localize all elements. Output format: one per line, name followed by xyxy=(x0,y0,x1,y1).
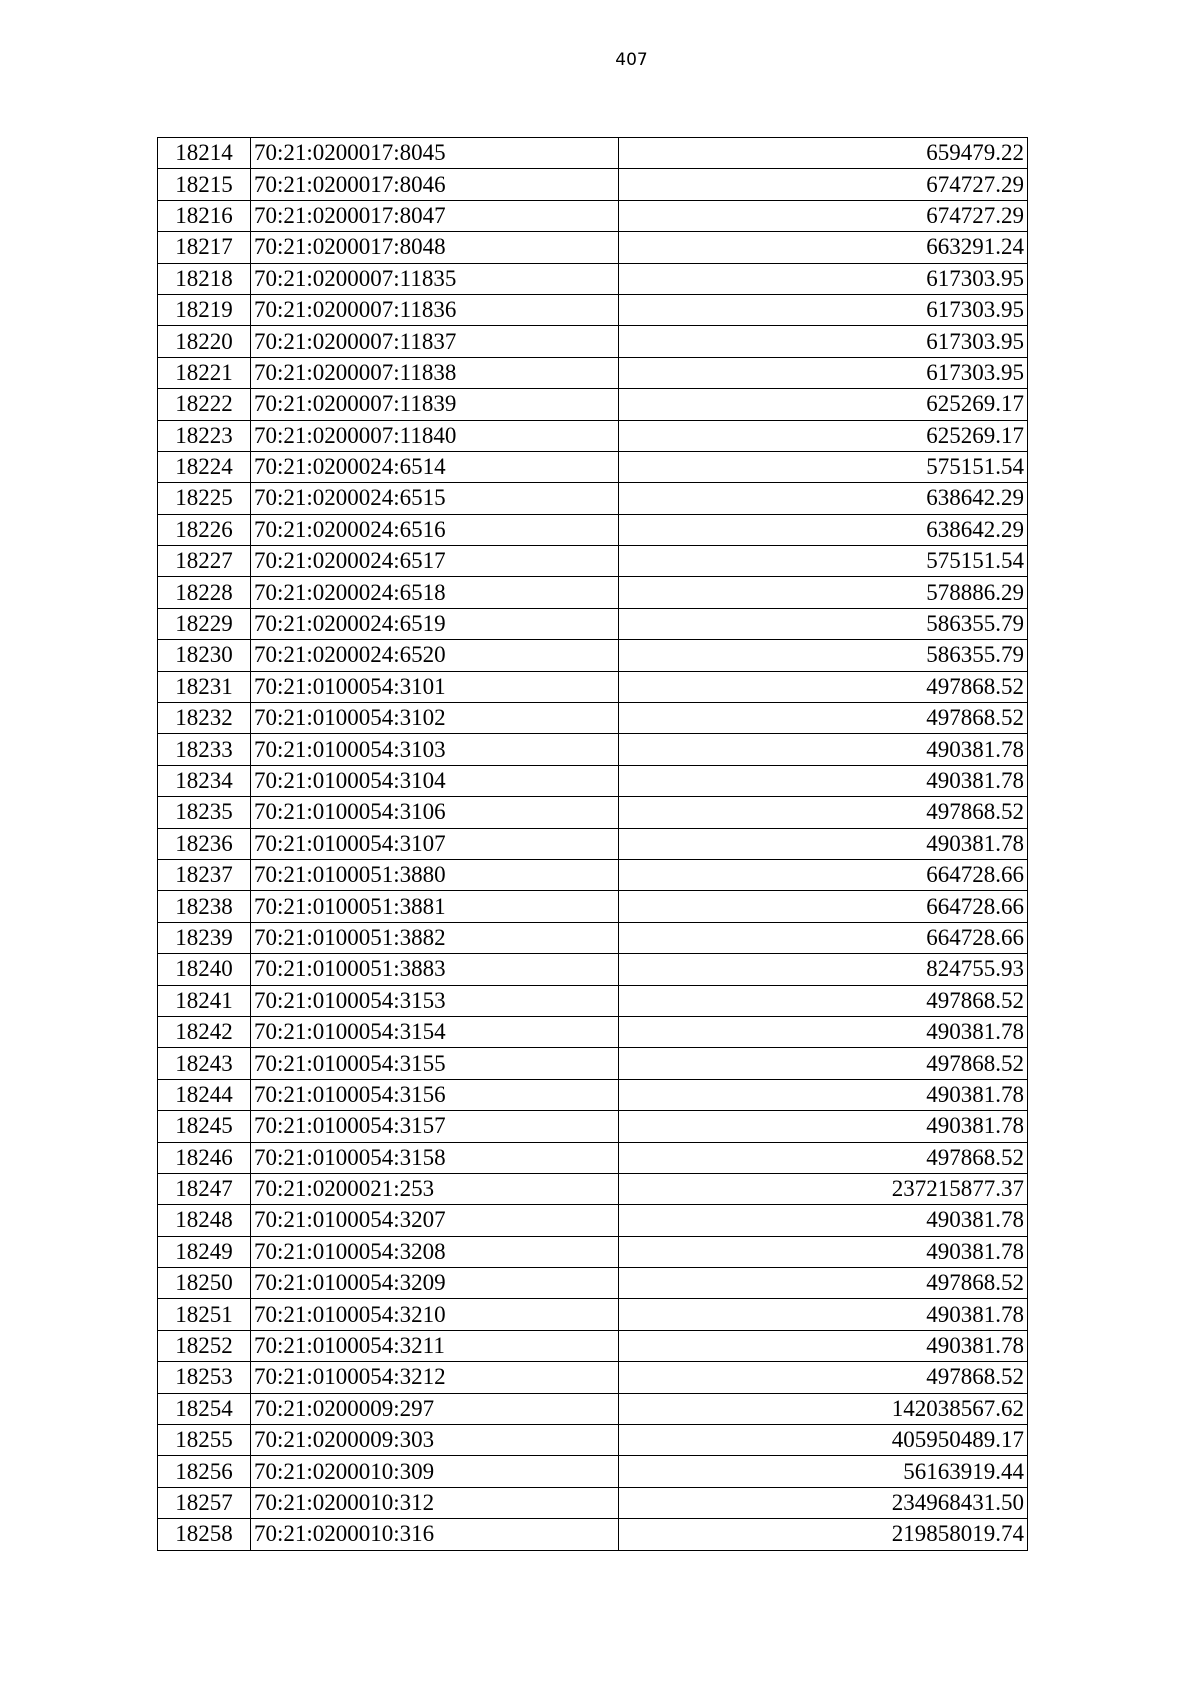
table-row xyxy=(158,1268,1028,1299)
cadastral-value-cell: 625269.17 xyxy=(619,389,1028,420)
table-row xyxy=(158,797,1028,828)
cadastral-value-cell: 586355.79 xyxy=(619,608,1028,639)
cadastral-number-cell: 70:21:0200007:11837 xyxy=(251,326,619,357)
row-number-cell: 18258 xyxy=(158,1519,251,1550)
cadastral-number-cell: 70:21:0200017:8047 xyxy=(251,200,619,231)
cadastral-value-cell: 664728.66 xyxy=(619,891,1028,922)
cadastral-number-cell: 70:21:0100054:3155 xyxy=(251,1048,619,1079)
row-number-cell: 18224 xyxy=(158,451,251,482)
cadastral-value-cell: 586355.79 xyxy=(619,640,1028,671)
cadastral-number-cell: 70:21:0100054:3209 xyxy=(251,1268,619,1299)
cadastral-number-cell: 70:21:0200017:8045 xyxy=(251,138,619,169)
row-number-cell: 18214 xyxy=(158,138,251,169)
table-row xyxy=(158,1142,1028,1173)
cadastral-value-cell: 497868.52 xyxy=(619,671,1028,702)
row-number-cell: 18250 xyxy=(158,1268,251,1299)
table-row xyxy=(158,169,1028,200)
cadastral-value-cell: 617303.95 xyxy=(619,263,1028,294)
cadastral-number-cell: 70:21:0100054:3158 xyxy=(251,1142,619,1173)
cadastral-value-cell: 664728.66 xyxy=(619,922,1028,953)
table-row xyxy=(158,263,1028,294)
cadastral-number-cell: 70:21:0100054:3212 xyxy=(251,1362,619,1393)
table-row xyxy=(158,922,1028,953)
row-number-cell: 18218 xyxy=(158,263,251,294)
cadastral-number-cell: 70:21:0100054:3156 xyxy=(251,1079,619,1110)
cadastral-number-cell: 70:21:0200021:253 xyxy=(251,1173,619,1204)
cadastral-number-cell: 70:21:0200009:303 xyxy=(251,1425,619,1456)
cadastral-value-cell: 490381.78 xyxy=(619,1330,1028,1361)
cadastral-number-cell: 70:21:0200024:6520 xyxy=(251,640,619,671)
cadastral-value-cell: 575151.54 xyxy=(619,546,1028,577)
cadastral-value-cell: 497868.52 xyxy=(619,1048,1028,1079)
table-row xyxy=(158,891,1028,922)
row-number-cell: 18215 xyxy=(158,169,251,200)
cadastral-number-cell: 70:21:0100051:3882 xyxy=(251,922,619,953)
row-number-cell: 18231 xyxy=(158,671,251,702)
cadastral-value-cell: 490381.78 xyxy=(619,1299,1028,1330)
cadastral-value-cell: 490381.78 xyxy=(619,734,1028,765)
cadastral-value-cell: 625269.17 xyxy=(619,420,1028,451)
row-number-cell: 18245 xyxy=(158,1111,251,1142)
cadastral-number-cell: 70:21:0100054:3208 xyxy=(251,1236,619,1267)
table-row xyxy=(158,608,1028,639)
table-row xyxy=(158,326,1028,357)
cadastral-number-cell: 70:21:0100051:3883 xyxy=(251,954,619,985)
cadastral-value-cell: 497868.52 xyxy=(619,1142,1028,1173)
cadastral-number-cell: 70:21:0200024:6515 xyxy=(251,483,619,514)
row-number-cell: 18243 xyxy=(158,1048,251,1079)
table-row xyxy=(158,420,1028,451)
table-row xyxy=(158,985,1028,1016)
row-number-cell: 18249 xyxy=(158,1236,251,1267)
table-row xyxy=(158,954,1028,985)
cadastral-value-cell: 824755.93 xyxy=(619,954,1028,985)
cadastral-number-cell: 70:21:0200009:297 xyxy=(251,1393,619,1424)
cadastral-value-cell: 490381.78 xyxy=(619,1111,1028,1142)
table-row xyxy=(158,1016,1028,1047)
row-number-cell: 18251 xyxy=(158,1299,251,1330)
cadastral-number-cell: 70:21:0100051:3880 xyxy=(251,859,619,890)
cadastral-value-cell: 674727.29 xyxy=(619,200,1028,231)
table-row xyxy=(158,1487,1028,1518)
table-row xyxy=(158,765,1028,796)
table-row xyxy=(158,1393,1028,1424)
cadastral-value-cell: 664728.66 xyxy=(619,859,1028,890)
row-number-cell: 18220 xyxy=(158,326,251,357)
table-row xyxy=(158,1079,1028,1110)
table-row xyxy=(158,1205,1028,1236)
cadastral-number-cell: 70:21:0100054:3102 xyxy=(251,703,619,734)
cadastral-value-cell: 490381.78 xyxy=(619,1236,1028,1267)
row-number-cell: 18227 xyxy=(158,546,251,577)
row-number-cell: 18240 xyxy=(158,954,251,985)
row-number-cell: 18237 xyxy=(158,859,251,890)
row-number-cell: 18232 xyxy=(158,703,251,734)
row-number-cell: 18222 xyxy=(158,389,251,420)
row-number-cell: 18216 xyxy=(158,200,251,231)
table-row xyxy=(158,1048,1028,1079)
cadastral-value-cell: 617303.95 xyxy=(619,357,1028,388)
cadastral-value-cell: 490381.78 xyxy=(619,765,1028,796)
cadastral-number-cell: 70:21:0200024:6519 xyxy=(251,608,619,639)
cadastral-value-cell: 638642.29 xyxy=(619,483,1028,514)
table-row xyxy=(158,1173,1028,1204)
row-number-cell: 18246 xyxy=(158,1142,251,1173)
cadastral-number-cell: 70:21:0200010:309 xyxy=(251,1456,619,1487)
cadastral-number-cell: 70:21:0200007:11838 xyxy=(251,357,619,388)
row-number-cell: 18255 xyxy=(158,1425,251,1456)
cadastral-value-cell: 234968431.50 xyxy=(619,1487,1028,1518)
table-row xyxy=(158,859,1028,890)
table-row xyxy=(158,483,1028,514)
row-number-cell: 18252 xyxy=(158,1330,251,1361)
table-row xyxy=(158,357,1028,388)
cadastral-number-cell: 70:21:0100054:3154 xyxy=(251,1016,619,1047)
row-number-cell: 18254 xyxy=(158,1393,251,1424)
table-row xyxy=(158,294,1028,325)
row-number-cell: 18253 xyxy=(158,1362,251,1393)
cadastral-number-cell: 70:21:0100054:3103 xyxy=(251,734,619,765)
cadastral-number-cell: 70:21:0100054:3207 xyxy=(251,1205,619,1236)
cadastral-value-cell: 617303.95 xyxy=(619,294,1028,325)
row-number-cell: 18238 xyxy=(158,891,251,922)
table-row xyxy=(158,232,1028,263)
cadastral-number-cell: 70:21:0200024:6517 xyxy=(251,546,619,577)
row-number-cell: 18257 xyxy=(158,1487,251,1518)
cadastral-number-cell: 70:21:0100054:3211 xyxy=(251,1330,619,1361)
cadastral-number-cell: 70:21:0200007:11836 xyxy=(251,294,619,325)
cadastral-value-cell: 490381.78 xyxy=(619,1079,1028,1110)
cadastral-value-cell: 674727.29 xyxy=(619,169,1028,200)
table-row xyxy=(158,138,1028,169)
cadastral-value-table xyxy=(157,137,1028,1551)
cadastral-number-cell: 70:21:0200007:11839 xyxy=(251,389,619,420)
table-row xyxy=(158,546,1028,577)
row-number-cell: 18217 xyxy=(158,232,251,263)
table-row xyxy=(158,671,1028,702)
cadastral-value-cell: 219858019.74 xyxy=(619,1519,1028,1550)
table-row xyxy=(158,734,1028,765)
cadastral-number-cell: 70:21:0100054:3107 xyxy=(251,828,619,859)
cadastral-number-cell: 70:21:0100051:3881 xyxy=(251,891,619,922)
cadastral-number-cell: 70:21:0100054:3101 xyxy=(251,671,619,702)
cadastral-value-cell: 497868.52 xyxy=(619,1362,1028,1393)
row-number-cell: 18235 xyxy=(158,797,251,828)
cadastral-value-cell: 617303.95 xyxy=(619,326,1028,357)
row-number-cell: 18239 xyxy=(158,922,251,953)
cadastral-number-cell: 70:21:0200010:312 xyxy=(251,1487,619,1518)
cadastral-value-cell: 237215877.37 xyxy=(619,1173,1028,1204)
row-number-cell: 18233 xyxy=(158,734,251,765)
table-row xyxy=(158,703,1028,734)
table-row xyxy=(158,1299,1028,1330)
row-number-cell: 18229 xyxy=(158,608,251,639)
cadastral-number-cell: 70:21:0100054:3153 xyxy=(251,985,619,1016)
table-row xyxy=(158,514,1028,545)
table-row xyxy=(158,1236,1028,1267)
row-number-cell: 18242 xyxy=(158,1016,251,1047)
page-number: 407 xyxy=(615,50,648,70)
table-row xyxy=(158,1425,1028,1456)
cadastral-value-cell: 663291.24 xyxy=(619,232,1028,263)
cadastral-value-cell: 638642.29 xyxy=(619,514,1028,545)
table-row xyxy=(158,828,1028,859)
cadastral-number-cell: 70:21:0100054:3157 xyxy=(251,1111,619,1142)
cadastral-value-cell: 405950489.17 xyxy=(619,1425,1028,1456)
cadastral-value-cell: 490381.78 xyxy=(619,1016,1028,1047)
row-number-cell: 18247 xyxy=(158,1173,251,1204)
cadastral-value-cell: 497868.52 xyxy=(619,985,1028,1016)
cadastral-value-cell: 578886.29 xyxy=(619,577,1028,608)
table-row xyxy=(158,1519,1028,1550)
cadastral-value-cell: 659479.22 xyxy=(619,138,1028,169)
table-body xyxy=(158,138,1028,1551)
table-row xyxy=(158,577,1028,608)
row-number-cell: 18219 xyxy=(158,294,251,325)
cadastral-value-cell: 490381.78 xyxy=(619,1205,1028,1236)
row-number-cell: 18223 xyxy=(158,420,251,451)
cadastral-number-cell: 70:21:0100054:3104 xyxy=(251,765,619,796)
row-number-cell: 18221 xyxy=(158,357,251,388)
cadastral-number-cell: 70:21:0100054:3210 xyxy=(251,1299,619,1330)
row-number-cell: 18244 xyxy=(158,1079,251,1110)
cadastral-value-cell: 575151.54 xyxy=(619,451,1028,482)
cadastral-value-cell: 497868.52 xyxy=(619,797,1028,828)
row-number-cell: 18236 xyxy=(158,828,251,859)
row-number-cell: 18226 xyxy=(158,514,251,545)
cadastral-number-cell: 70:21:0200007:11840 xyxy=(251,420,619,451)
table-row xyxy=(158,451,1028,482)
row-number-cell: 18241 xyxy=(158,985,251,1016)
cadastral-number-cell: 70:21:0200010:316 xyxy=(251,1519,619,1550)
cadastral-number-cell: 70:21:0200017:8048 xyxy=(251,232,619,263)
table-row xyxy=(158,200,1028,231)
cadastral-number-cell: 70:21:0200007:11835 xyxy=(251,263,619,294)
row-number-cell: 18234 xyxy=(158,765,251,796)
table-row xyxy=(158,1456,1028,1487)
row-number-cell: 18230 xyxy=(158,640,251,671)
table-row xyxy=(158,1111,1028,1142)
cadastral-value-cell: 142038567.62 xyxy=(619,1393,1028,1424)
cadastral-value-cell: 56163919.44 xyxy=(619,1456,1028,1487)
table-row xyxy=(158,640,1028,671)
cadastral-number-cell: 70:21:0100054:3106 xyxy=(251,797,619,828)
table-row xyxy=(158,389,1028,420)
table-row xyxy=(158,1362,1028,1393)
cadastral-number-cell: 70:21:0200024:6516 xyxy=(251,514,619,545)
row-number-cell: 18228 xyxy=(158,577,251,608)
row-number-cell: 18225 xyxy=(158,483,251,514)
cadastral-number-cell: 70:21:0200017:8046 xyxy=(251,169,619,200)
cadastral-value-cell: 497868.52 xyxy=(619,1268,1028,1299)
row-number-cell: 18256 xyxy=(158,1456,251,1487)
cadastral-value-cell: 497868.52 xyxy=(619,703,1028,734)
table-row xyxy=(158,1330,1028,1361)
cadastral-number-cell: 70:21:0200024:6514 xyxy=(251,451,619,482)
cadastral-value-cell: 490381.78 xyxy=(619,828,1028,859)
row-number-cell: 18248 xyxy=(158,1205,251,1236)
cadastral-number-cell: 70:21:0200024:6518 xyxy=(251,577,619,608)
